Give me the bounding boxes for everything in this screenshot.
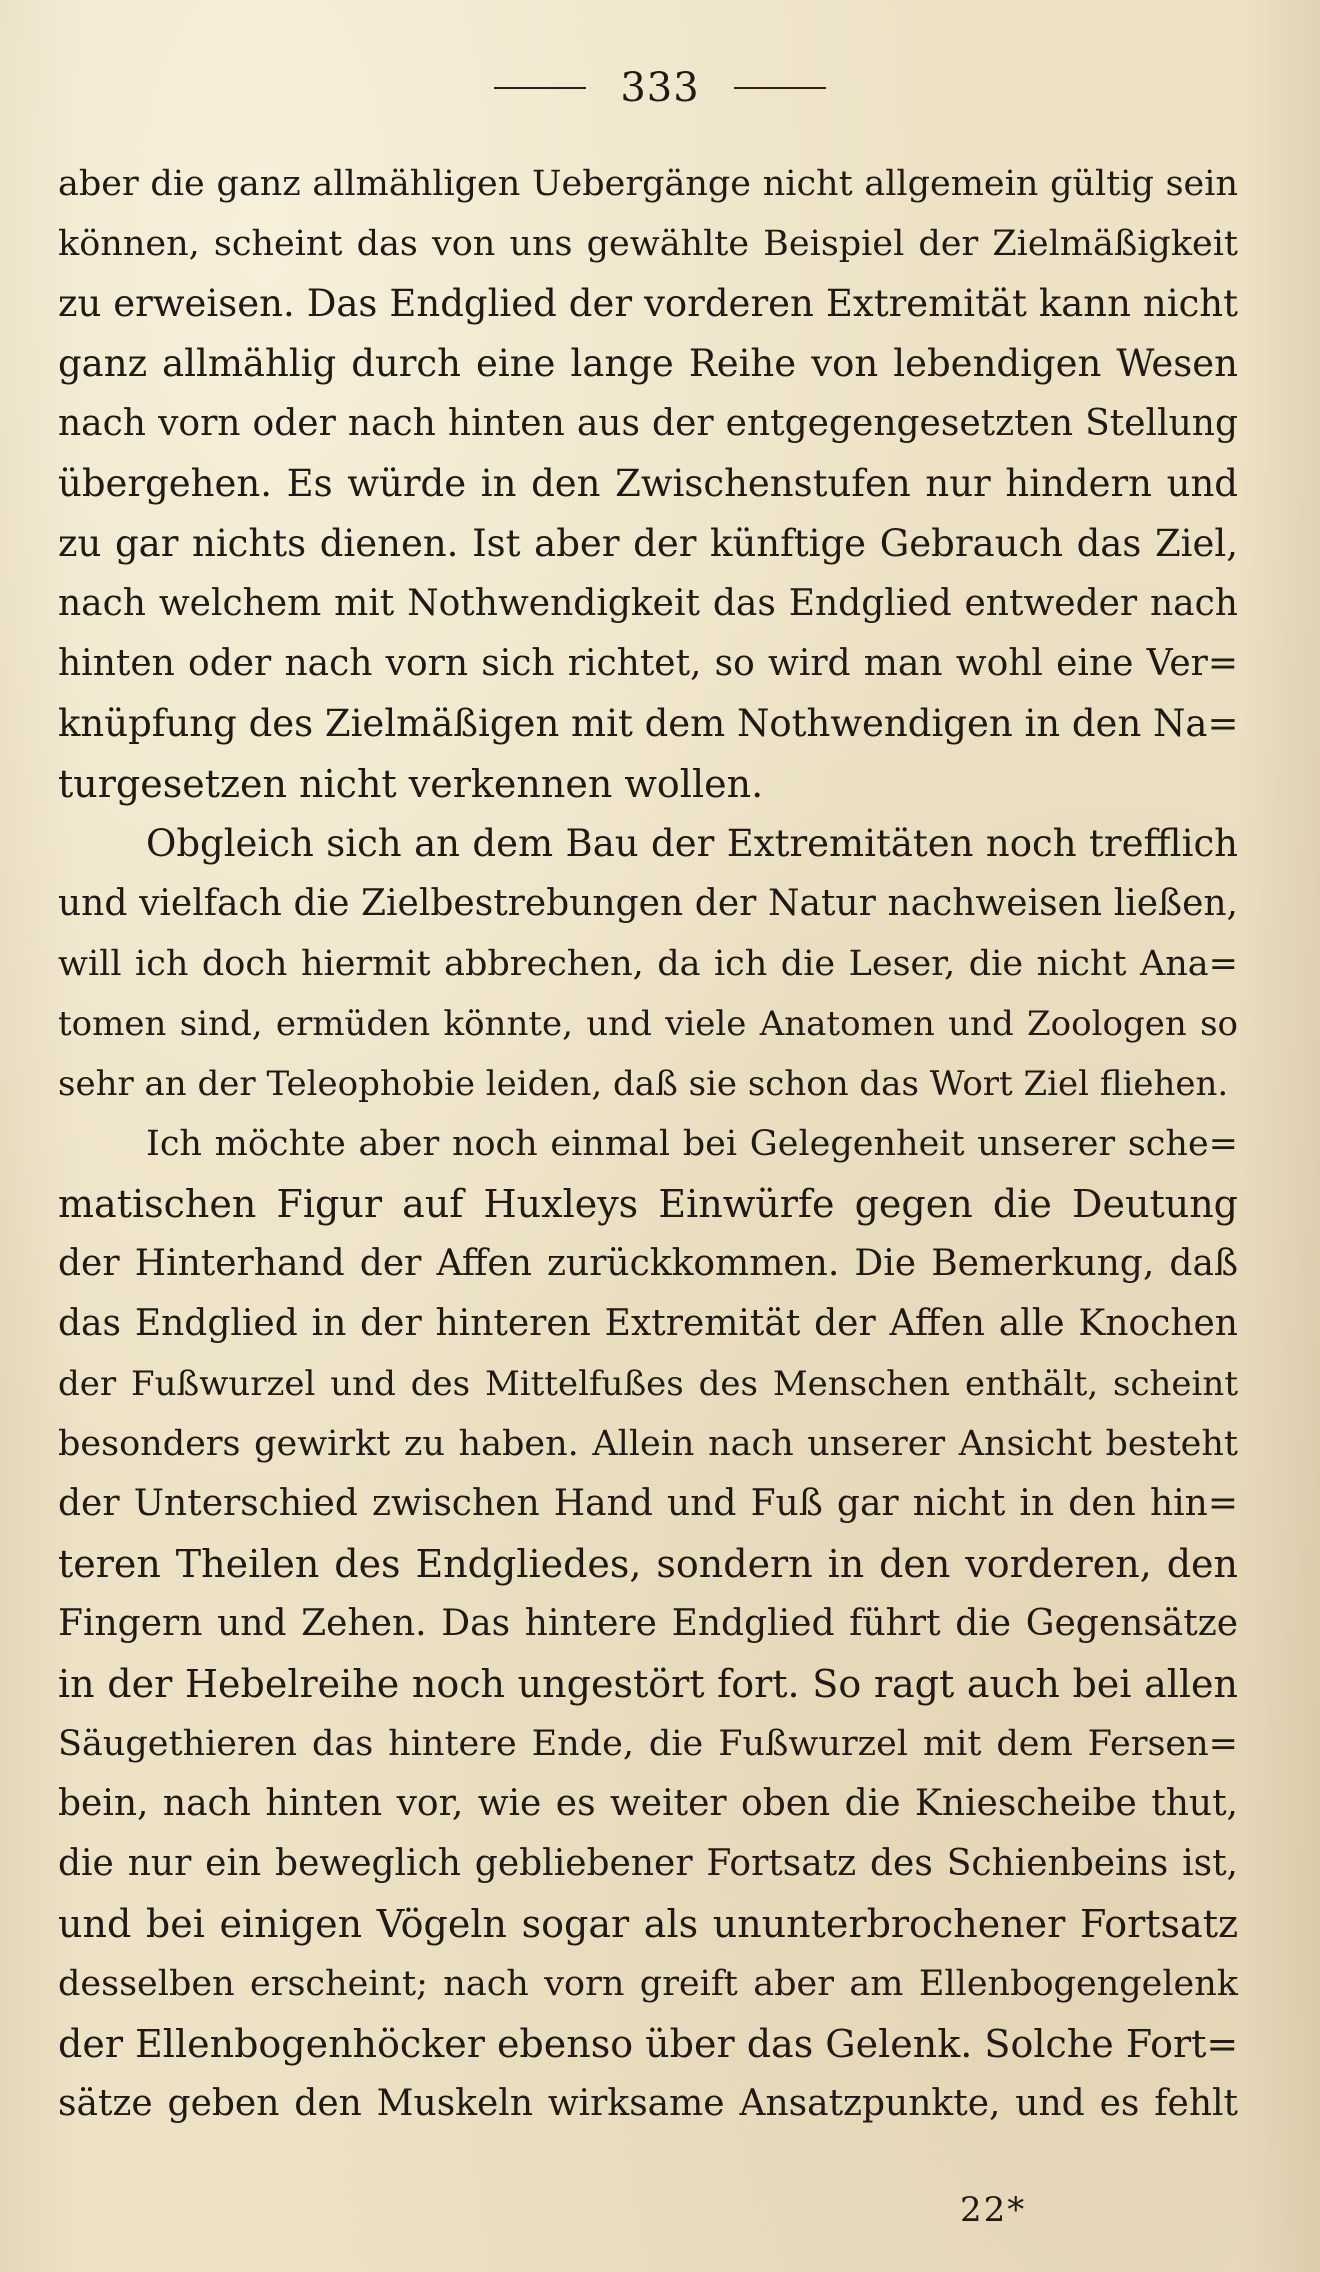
text-line: hinten oder nach vorn sich richtet, so wird man wohl eine Ver= (58, 643, 1238, 684)
text-line: können, scheint das von uns gewählte Beispiel der Zielmäßigkeit (58, 224, 1238, 264)
text-line: der Fußwurzel und des Mittelfußes des Menschen enthält, scheint (58, 1364, 1238, 1404)
text-line: zu gar nichts dienen. Ist aber der künftige Gebrauch das Ziel, (58, 522, 1238, 565)
paragraph-end-line: sehr an der Teleophobie leiden, daß sie schon das Wort Ziel fliehen. (58, 1064, 1229, 1104)
text-line: die nur ein beweglich gebliebener Fortsatz des Schienbeins ist, (58, 1843, 1238, 1884)
paragraph-start-line: Ich möchte aber noch einmal bei Gelegenheit unserer sche= (146, 1124, 1238, 1164)
text-line: das Endglied in der hinteren Extremität der Affen alle Knochen (58, 1303, 1238, 1344)
page-number: 333 (620, 65, 700, 111)
paragraph-end-line: turgesetzen nicht verkennen wollen. (58, 762, 764, 806)
text-line: ganz allmählig durch eine lange Reihe von lebendigen Wesen (58, 342, 1238, 385)
paragraph-start-line: Obgleich sich an dem Bau der Extremitäten noch trefflich (146, 822, 1238, 865)
text-line: Säugethieren das hintere Ende, die Fußwurzel mit dem Fersen= (58, 1724, 1238, 1764)
text-line: aber die ganz allmähligen Uebergänge nicht allgemein gültig sein (58, 164, 1238, 204)
text-line: knüpfung des Zielmäßigen mit dem Nothwendigen in den Na= (58, 702, 1239, 745)
text-line: übergehen. Es würde in den Zwischenstufen nur hindern und (58, 462, 1238, 505)
text-line: und vielfach die Zielbestrebungen der Natur nachweisen ließen, (58, 883, 1238, 924)
text-line: der Ellenbogenhöcker ebenso über das Gelenk. Solche Fort= (58, 2022, 1239, 2066)
header-rule-right (734, 87, 826, 89)
text-line: sätze geben den Muskeln wirksame Ansatzpunkte, und es fehlt (58, 2083, 1238, 2124)
text-line: teren Theilen des Endgliedes, sondern in den vorderen, den (58, 1542, 1238, 1586)
header-rule-left (494, 87, 586, 89)
text-line: Fingern und Zehen. Das hintere Endglied führt die Gegensätze (58, 1603, 1238, 1644)
text-line: der Hinterhand der Affen zurückkommen. Die Bemerkung, daß (58, 1243, 1238, 1284)
text-line: zu erweisen. Das Endglied der vorderen Extremität kann nicht (58, 282, 1238, 325)
text-line: desselben erscheint; nach vorn greift aber am Ellenbogengelenk (58, 1964, 1238, 2004)
text-line: bein, nach hinten vor, wie es weiter oben die Kniescheibe thut, (58, 1783, 1238, 1824)
text-line: und bei einigen Vögeln sogar als ununterbrochener Fortsatz (58, 1902, 1238, 1946)
text-line: der Unterschied zwischen Hand und Fuß gar nicht in den hin= (58, 1483, 1238, 1524)
text-line: will ich doch hiermit abbrechen, da ich die Leser, die nicht Ana= (58, 944, 1238, 984)
text-line: nach welchem mit Nothwendigkeit das Endglied entweder nach (58, 583, 1238, 624)
signature-mark: 22* (960, 2190, 1027, 2230)
text-line: nach vorn oder nach hinten aus der entgegengesetzten Stellung (58, 403, 1238, 444)
text-line: tomen sind, ermüden könnte, und viele Anatomen und Zoologen so (58, 1004, 1238, 1044)
text-line: besonders gewirkt zu haben. Allein nach unserer Ansicht besteht (58, 1424, 1238, 1464)
text-line: in der Hebelreihe noch ungestört fort. So ragt auch bei allen (58, 1662, 1238, 1706)
page-header (0, 58, 1320, 118)
text-line: matischen Figur auf Huxleys Einwürfe gegen die Deutung (58, 1182, 1238, 1226)
